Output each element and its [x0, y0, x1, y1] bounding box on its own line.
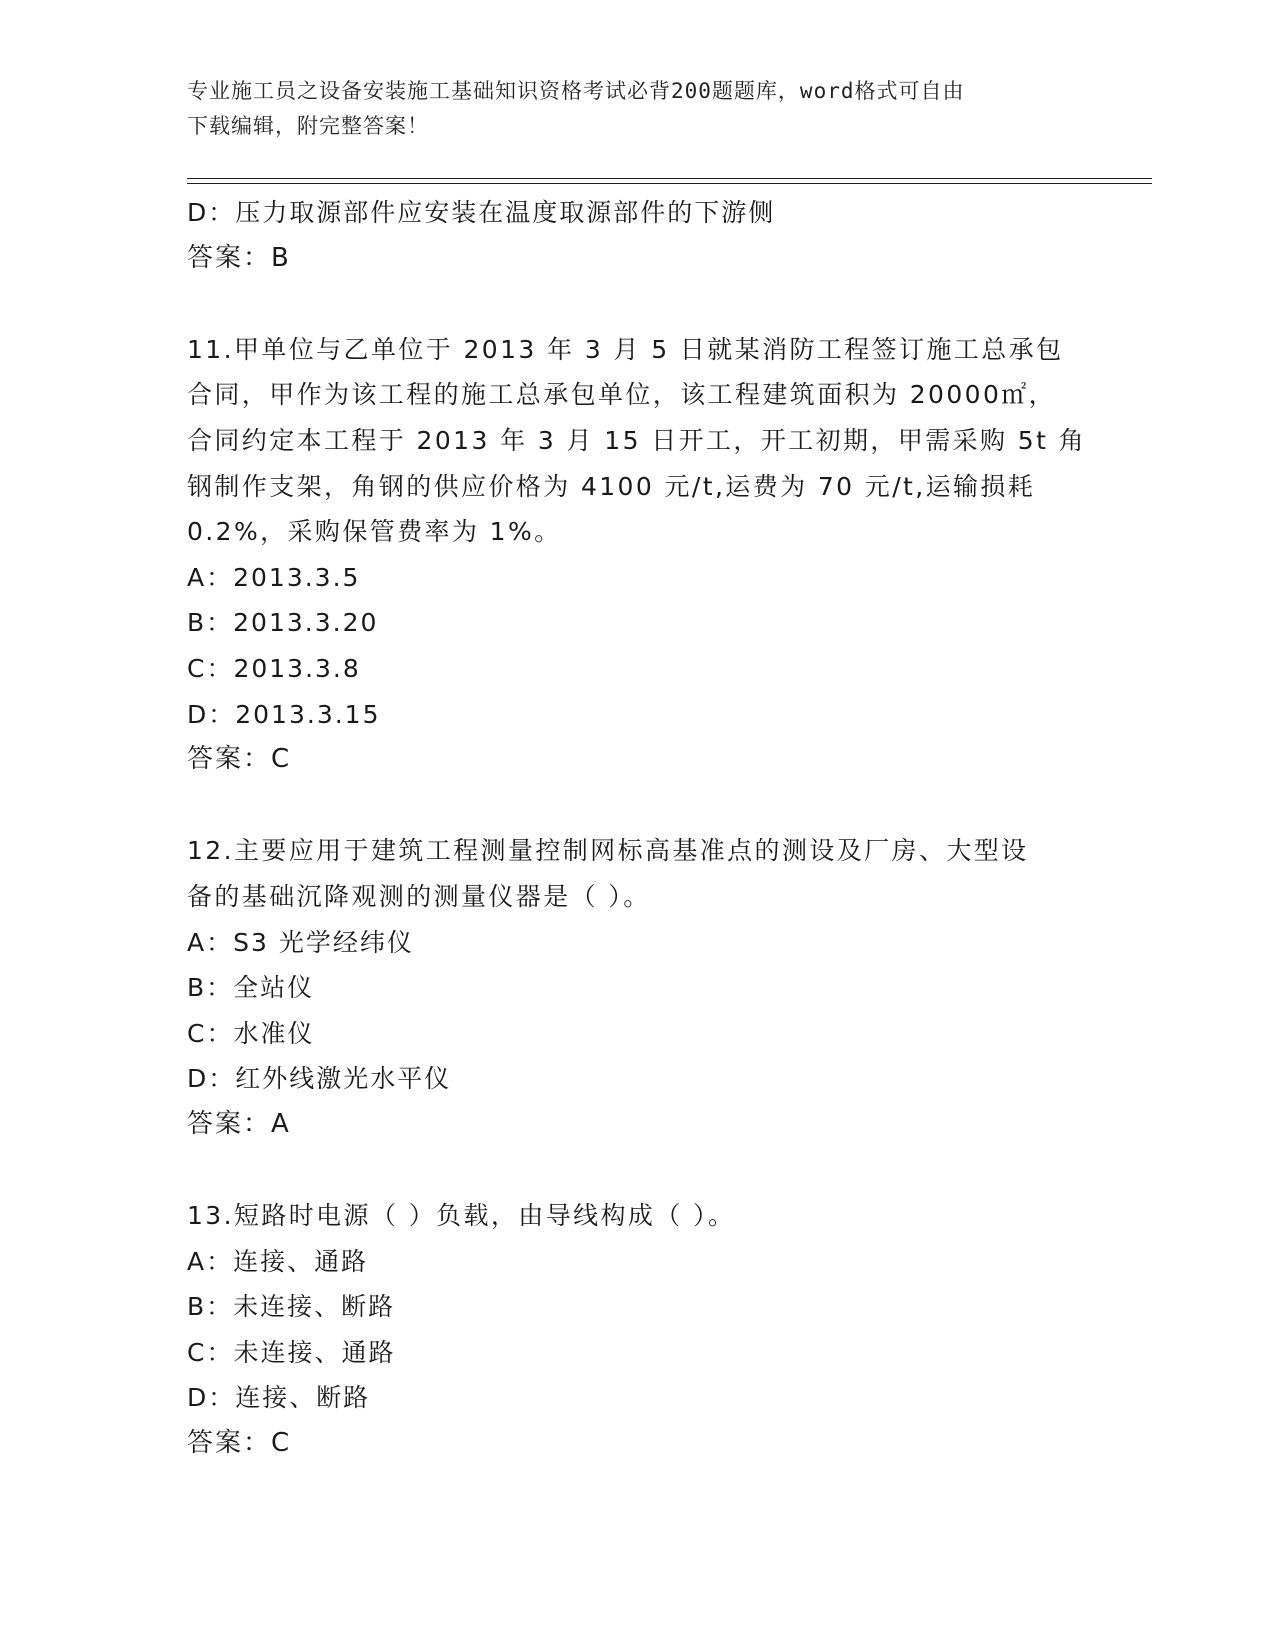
option-d: D：连接、断路: [187, 1383, 371, 1413]
header-line-1: 专业施工员之设备安装施工基础知识资格考试必背200题题库，word格式可自由: [187, 79, 965, 103]
option-c: C：水准仪: [187, 1018, 315, 1048]
stem-line: 13.短路时电源（ ）负载，由导线构成（ ）。: [187, 1201, 736, 1231]
question-stem: [187, 1193, 1087, 1239]
option-b: B：未连接、断路: [187, 1292, 396, 1322]
document-header: [187, 74, 1067, 144]
stem-line: 备的基础沉降观测的测量仪器是（ ）。: [187, 881, 651, 911]
header-divider-thick: [187, 183, 1152, 184]
option-a: A：S3 光学经纬仪: [187, 927, 414, 957]
option-a: A：2013.3.5: [187, 562, 361, 592]
stem-line: 合同，甲作为该工程的施工总承包单位，该工程建筑面积为 20000㎡，: [187, 380, 1057, 410]
question-12: [187, 828, 1087, 1147]
option-d: D：压力取源部件应安装在温度取源部件的下游侧: [187, 198, 776, 227]
question-13: [187, 1193, 1087, 1467]
answer-line: 答案：A: [187, 1108, 291, 1139]
answer-line: 答案：C: [187, 1428, 292, 1459]
stem-line: 11.甲单位与乙单位于 2013 年 3 月 5 日就某消防工程签订施工总承包: [187, 334, 1064, 364]
header-divider-thin: [187, 178, 1152, 179]
option-c: C：未连接、通路: [187, 1337, 396, 1367]
spacer: [187, 1147, 1087, 1193]
question-stem: [187, 828, 1087, 919]
spacer: [187, 281, 1087, 327]
spacer: [187, 783, 1087, 829]
answer-line: 答案：B: [187, 242, 291, 273]
option-a: A：连接、通路: [187, 1246, 369, 1276]
option-b: B：2013.3.20: [187, 608, 379, 638]
answer-line: 答案：C: [187, 744, 292, 775]
question-10-tail: [187, 190, 1087, 281]
option-c: C：2013.3.8: [187, 653, 361, 683]
stem-line: 0.2%，采购保管费率为 1%。: [187, 517, 562, 547]
question-stem: [187, 327, 1087, 555]
header-line-2: 下载编辑，附完整答案！: [187, 114, 429, 138]
question-list: [187, 190, 1087, 1467]
option-b: B：全站仪: [187, 973, 315, 1003]
question-11: [187, 327, 1087, 783]
option-d: D：2013.3.15: [187, 699, 381, 729]
stem-line: 12.主要应用于建筑工程测量控制网标高基准点的测设及厂房、大型设: [187, 836, 1029, 866]
option-d: D：红外线激光水平仪: [187, 1064, 452, 1094]
stem-line: 钢制作支架，角钢的供应价格为 4100 元/t,运费为 70 元/t,运输损耗: [187, 471, 1036, 501]
stem-line: 合同约定本工程于 2013 年 3 月 15 日开工，开工初期，甲需采购 5t 角: [187, 425, 1087, 455]
